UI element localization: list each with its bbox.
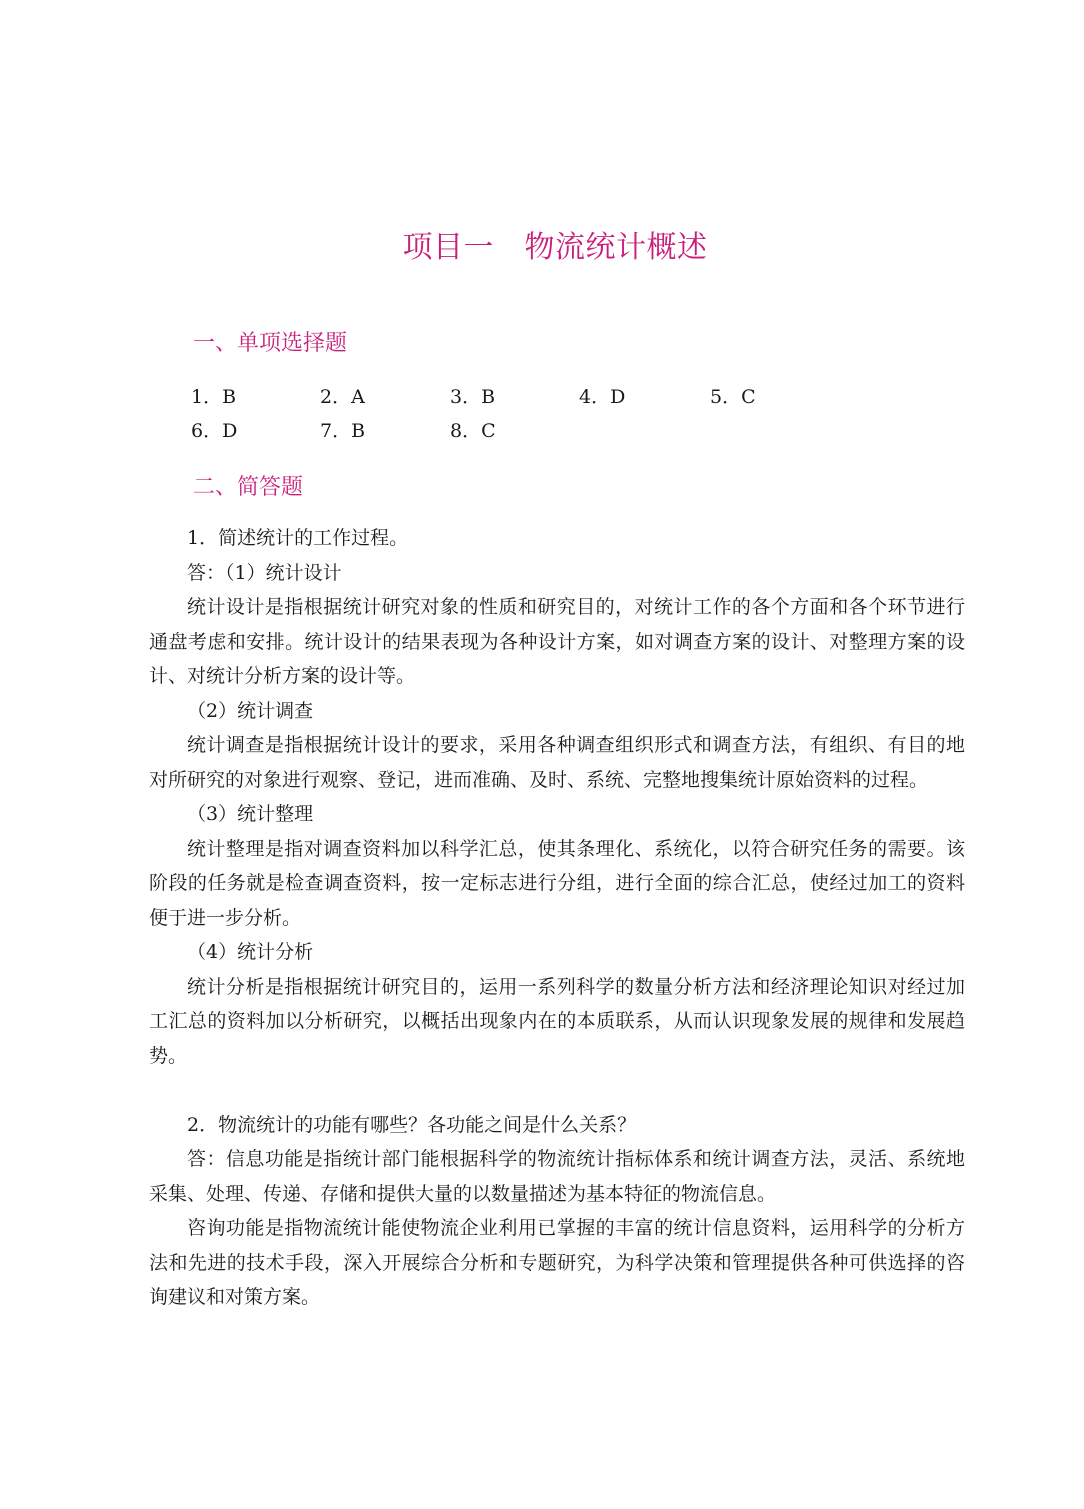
answer-1-subheading-survey: （2）统计调查 bbox=[187, 699, 314, 722]
answer-item: 1．B bbox=[191, 386, 237, 408]
paragraph-gap bbox=[149, 1073, 965, 1108]
answer-item: 3．B bbox=[450, 386, 496, 408]
answer-item: 8．C bbox=[450, 420, 496, 442]
answer-1-subheading-analysis: （4）统计分析 bbox=[187, 941, 314, 963]
answer-item: 6．D bbox=[191, 420, 238, 442]
short-answer-content bbox=[149, 521, 965, 1315]
answer-1-subheading-organize: （3）统计整理 bbox=[187, 803, 314, 825]
section-heading-short-answer: 二、简答题 bbox=[193, 475, 304, 500]
answer-item: 2．A bbox=[320, 386, 365, 408]
answer-1-intro: 答：（1）统计设计 bbox=[187, 561, 342, 584]
page-title: 项目一 物流统计概述 bbox=[402, 230, 708, 265]
answer-row bbox=[191, 416, 811, 450]
answer-item: 5．C bbox=[710, 386, 756, 408]
answer-item: 7．B bbox=[320, 420, 366, 442]
answer-1-paragraph-design: 统计设计是指根据统计研究对象的性质和研究目的，对统计工作的各个方面和各个环节进行通盘考虑和安排。统计设计的结果表现为各种设计方案，如对调查方案的设计、对整理方案的设计、对统计分析方案的设计等。 bbox=[149, 596, 965, 687]
answer-1-paragraph-survey: 统计调查是指根据统计设计的要求，采用各种调查组织形式和调查方法，有组织、有目的地对所研究的对象进行观察、登记，进而准确、及时、系统、完整地搜集统计原始资料的过程。 bbox=[149, 734, 965, 791]
section-heading-multiple-choice: 一、单项选择题 bbox=[193, 331, 348, 356]
question-2: 2．物流统计的功能有哪些？各功能之间是什么关系？ bbox=[187, 1113, 637, 1136]
answer-2-paragraph-information: 答：信息功能是指统计部门能根据科学的物流统计指标体系和统计调查方法，灵活、系统地采集、处理、传递、存储和提供大量的以数量描述为基本特征的物流信息。 bbox=[149, 1148, 965, 1205]
answer-1-paragraph-organize: 统计整理是指对调查资料加以科学汇总，使其条理化、系统化，以符合研究任务的需要。该阶段的任务就是检查调查资料，按一定标志进行分组，进行全面的综合汇总，使经过加工的资料便于进一步分析。 bbox=[149, 837, 965, 929]
answer-1-paragraph-analysis: 统计分析是指根据统计研究目的，运用一系列科学的数量分析方法和经济理论知识对经过加工汇总的资料加以分析研究，以概括出现象内在的本质联系，从而认识现象发展的规律和发展趋势。 bbox=[149, 975, 965, 1067]
answer-row bbox=[191, 382, 811, 416]
answer-2-paragraph-consulting: 咨询功能是指物流统计能使物流企业利用已掌握的丰富的统计信息资料，运用科学的分析方法和先进的技术手段，深入开展综合分析和专题研究，为科学决策和管理提供各种可供选择的咨询建议和对策方案。 bbox=[149, 1217, 965, 1308]
answer-key-grid bbox=[191, 382, 811, 450]
question-1: 1．简述统计的工作过程。 bbox=[187, 527, 409, 549]
answer-item: 4．D bbox=[579, 386, 626, 408]
